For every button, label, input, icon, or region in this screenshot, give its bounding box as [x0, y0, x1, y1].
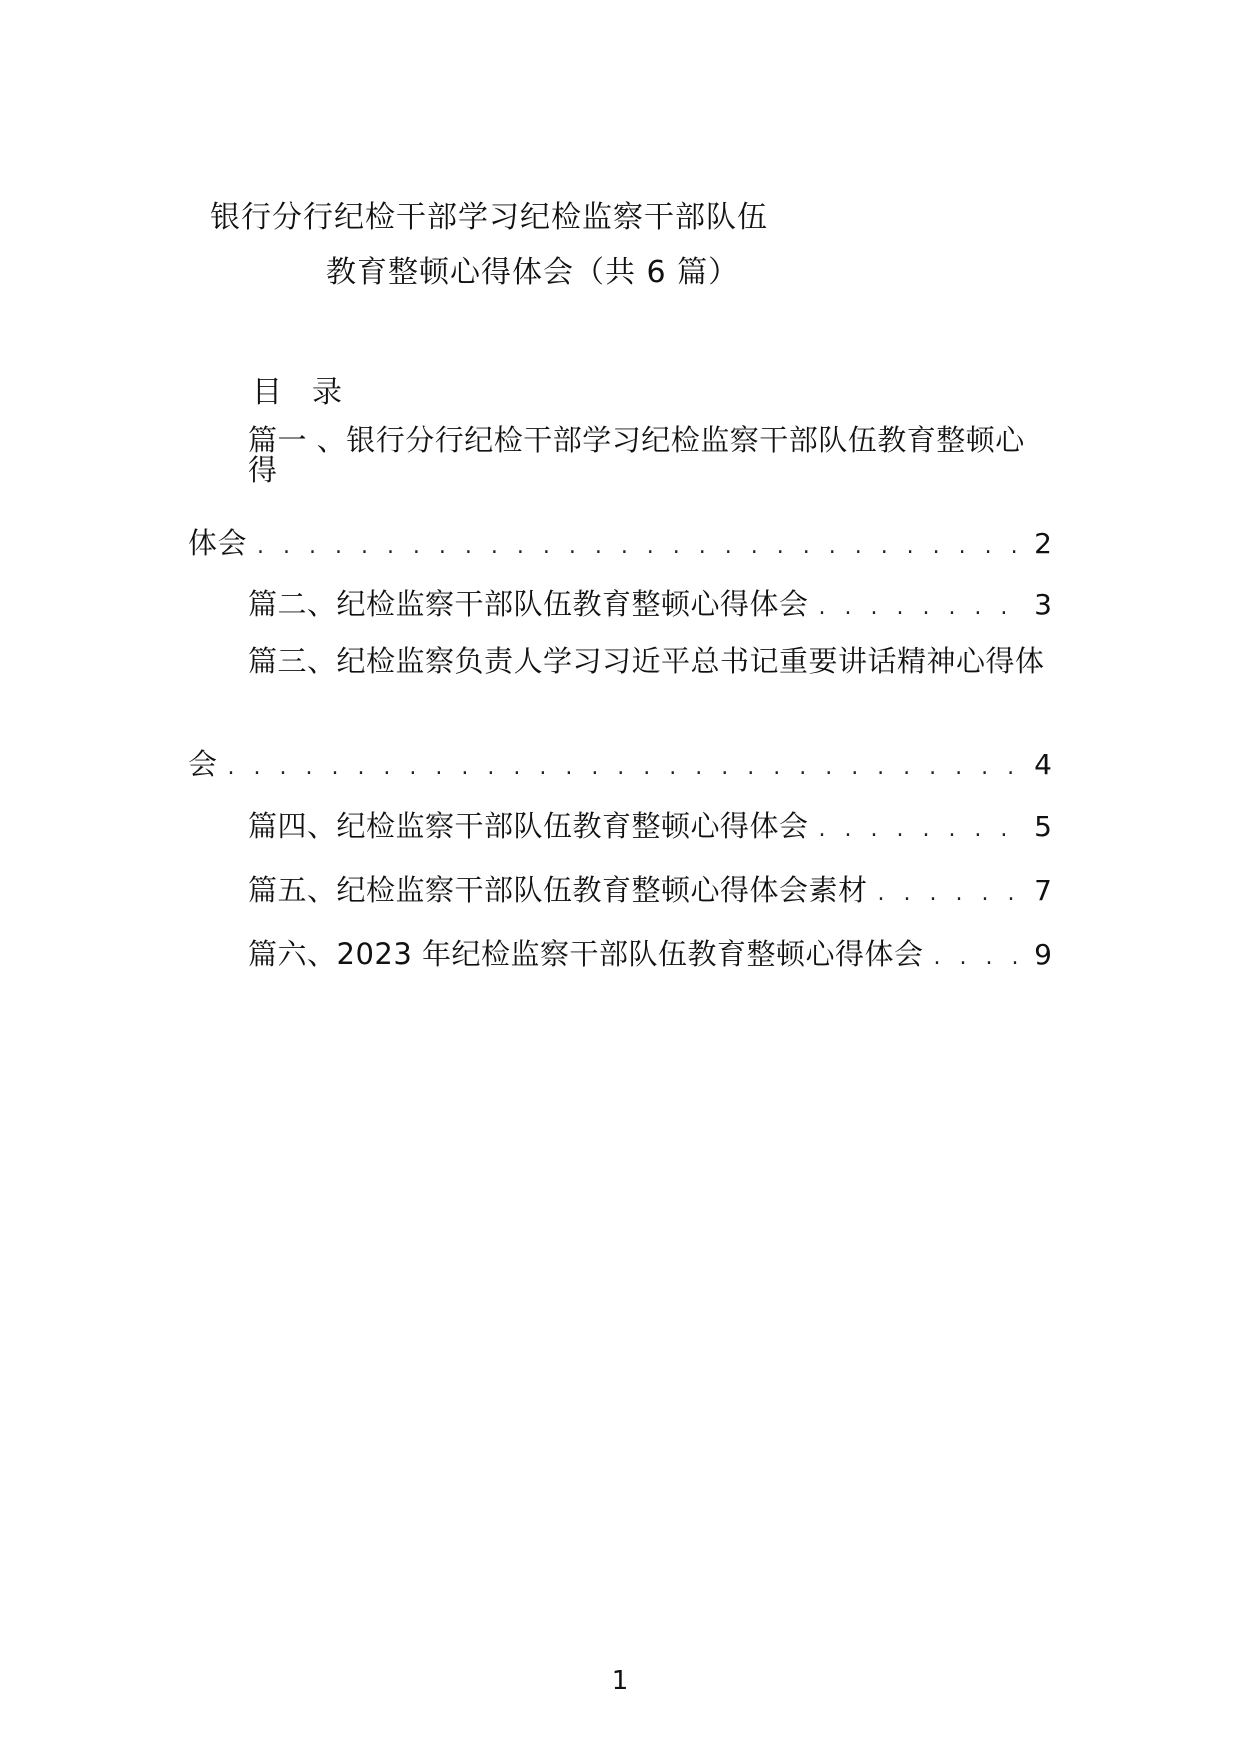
toc-page-number: 7: [1034, 874, 1052, 907]
toc-entry-2[interactable]: [248, 582, 1052, 623]
toc-entry-3[interactable]: [188, 742, 1052, 783]
toc-entry-label: 篇六、2023 年纪检监察干部队伍教育整顿心得体会: [248, 937, 924, 971]
toc-leader-dots: [819, 595, 1021, 620]
toc-leader-dots: [819, 817, 1021, 842]
toc-leader-dots: [878, 881, 1021, 906]
document-title-line-2: 教育整顿心得体会（共 6 篇）: [326, 255, 740, 290]
toc-entry-3-title[interactable]: 篇三、纪检监察负责人学习习近平总书记重要讲话精神心得体: [248, 644, 1045, 678]
toc-leader-dots: [257, 534, 1020, 559]
toc-entry-label: 体会: [188, 526, 248, 560]
toc-entry-label: 篇四、纪检监察干部队伍教育整顿心得体会: [248, 809, 809, 843]
toc-entry-label: 会: [188, 747, 218, 781]
toc-entry-4[interactable]: [248, 804, 1052, 845]
toc-page-number: 3: [1034, 588, 1052, 621]
toc-entry-label: 篇五、纪检监察干部队伍教育整顿心得体会素材: [248, 873, 868, 907]
toc-leader-dots: [934, 945, 1021, 970]
toc-page-number: 9: [1034, 938, 1052, 971]
toc-heading-char: 录: [312, 375, 342, 410]
toc-leader-dots: [228, 755, 1021, 780]
toc-entry-5[interactable]: [248, 868, 1052, 909]
toc-page-number: 5: [1034, 810, 1052, 843]
toc-heading: [252, 367, 342, 411]
toc-entry-label: 篇二、纪检监察干部队伍教育整顿心得体会: [248, 587, 809, 621]
page-number: 1: [611, 1666, 629, 1696]
toc-page-number: 4: [1034, 748, 1052, 781]
toc-entry-1[interactable]: [188, 521, 1052, 562]
document-title-line-1: 银行分行纪检干部学习纪检监察干部队伍: [210, 200, 768, 235]
toc-entry-6[interactable]: [248, 932, 1052, 973]
toc-heading-char: 目: [252, 375, 282, 410]
toc-page-number: 2: [1034, 527, 1052, 560]
toc-entry-1-title[interactable]: 篇一 、银行分行纪检干部学习纪检监察干部队伍教育整顿心得: [248, 423, 1025, 487]
